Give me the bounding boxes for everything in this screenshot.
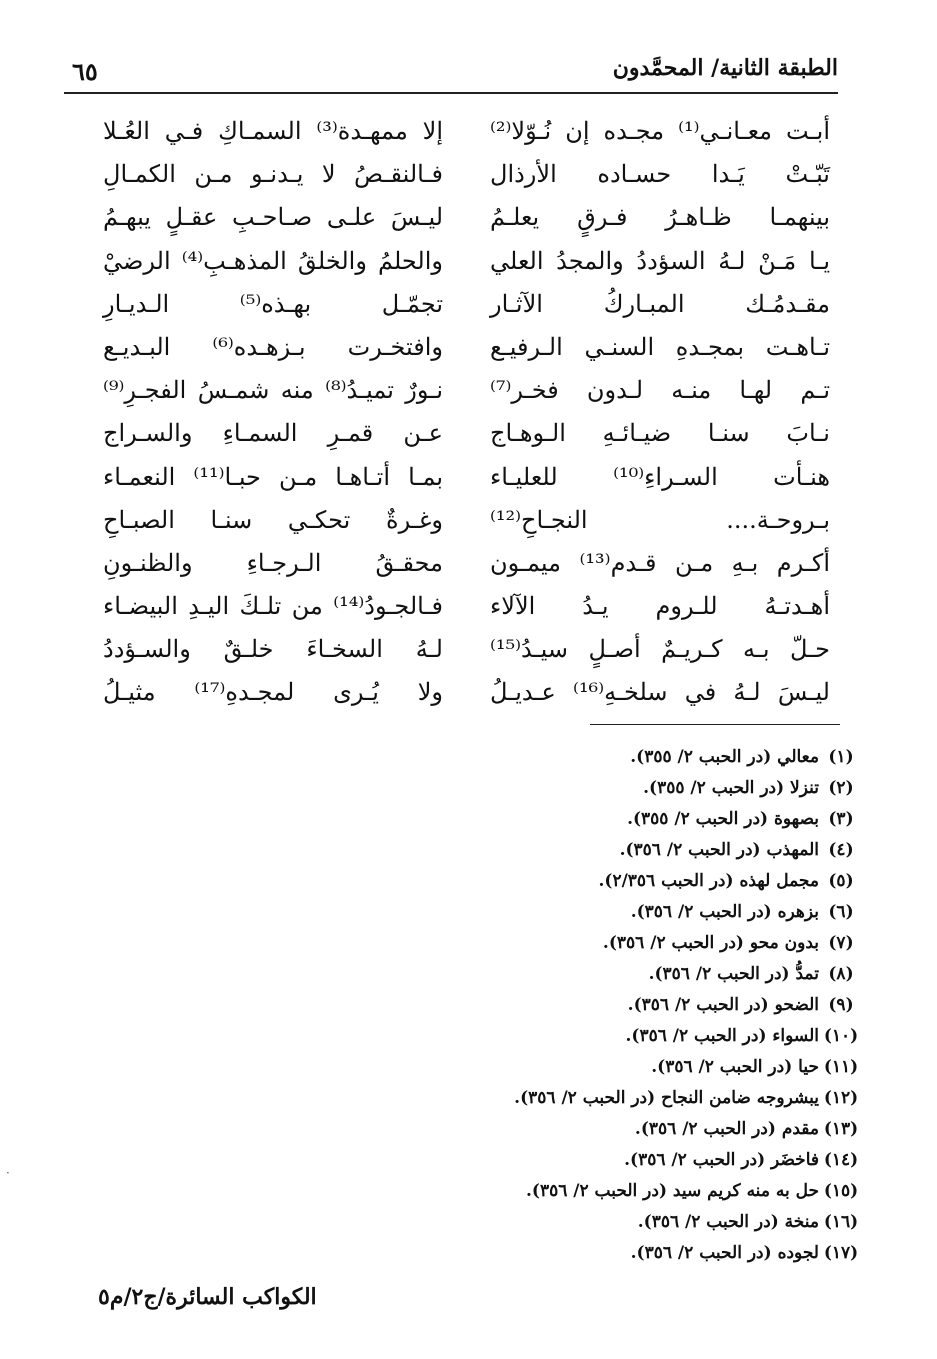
footnote-number: (٦)	[828, 902, 854, 922]
footnote	[443, 990, 863, 1021]
verse-text: تـاهـت بمجـدهِ السنـي الـرفيـع	[490, 332, 830, 361]
footnote-text: مقدم (در الحبب ٢/ ٣٥٦).	[634, 1119, 819, 1139]
verses-right-column	[490, 110, 830, 715]
verse-text: وافتخـرت بـزهـده⁽⁶⁾ البـديـع	[103, 332, 443, 361]
footnote	[443, 1207, 863, 1238]
verse-right	[490, 283, 830, 326]
footnote-number: (٣)	[828, 809, 854, 829]
scan-dot-mark: ·	[6, 1166, 10, 1180]
verses-left-column	[103, 110, 443, 715]
footnote-number: (١٧)	[823, 1243, 859, 1263]
footnote-text: مجمل لهذه (در الحبب ٢/٣٥٦).	[598, 871, 819, 891]
footnote-number: (١٦)	[823, 1212, 859, 1232]
footnote-number: (١١)	[823, 1057, 859, 1077]
verse-text: أبـت معـانـي⁽¹⁾ مجـده إن نُـوّلا⁽²⁾	[490, 117, 830, 145]
footnote	[443, 804, 863, 835]
verse-left	[103, 369, 443, 412]
verse-text: حـلّ بـه كـريـمٌ أصـلٍ سيـدُ⁽¹⁵⁾	[490, 635, 830, 664]
verse-left	[103, 326, 443, 369]
footnote	[443, 835, 863, 866]
verse-text: عـن قمـرِ السمـاءِ والسـراج	[103, 419, 443, 448]
verse-text: أهـدتـهُ للـروم يـدُ الآلاء	[490, 592, 830, 621]
verse-left	[103, 456, 443, 499]
verse-text: تَبّـتْ يَـدا حسـاده الأرذال	[490, 160, 830, 189]
verse-text: يـا مَـنْ لـهُ السؤددُ والمجدُ العلي	[490, 246, 830, 275]
verse-text: وغـرةٌ تحكـي سنـا الصبـاحِ	[103, 505, 443, 534]
printer-signature: الكواكب السائرة/ج٢/م٥	[98, 1284, 317, 1310]
footnote-text: بصهوة (در الحبب ٢/ ٣٥٥).	[627, 809, 819, 829]
verse-right	[490, 412, 830, 455]
footnote-text: السواء (در الحبب ٢/ ٣٥٦).	[625, 1026, 819, 1046]
footnotes-list	[443, 742, 863, 1269]
verse-left	[103, 110, 443, 153]
verse-right	[490, 671, 830, 714]
footnote-text: لجوده (در الحبب ٢/ ٣٥٦).	[630, 1243, 819, 1263]
verse-text: إلا ممهـدة⁽³⁾ السمـاكِ فـي العُـلا	[103, 117, 444, 145]
verse-text: تـم لهـا منـه لـدون فخـر⁽⁷⁾	[490, 376, 830, 405]
footnote-text: يبشروجه ضامن النجاح (در الحبب ٢/ ٣٥٦).	[514, 1088, 819, 1108]
verse-left	[103, 412, 443, 455]
verse-text: بمـا أتـاهـا مـن حبـا⁽¹¹⁾ النعمـاء	[103, 462, 444, 491]
verse-text: فـالنقـصُ لا يـدنـو مـن الكمـالِ	[103, 160, 443, 189]
footnote-rule	[590, 724, 840, 725]
footnote-number: (١٢)	[823, 1088, 859, 1108]
verse-right	[490, 153, 830, 196]
footnote	[443, 959, 863, 990]
footnote-text: تمدُّ (در الحبب ٢/ ٣٥٦).	[648, 964, 819, 984]
verse-right	[490, 499, 830, 542]
footnote-number: (١٣)	[823, 1119, 859, 1139]
footnote-number: (٢)	[828, 778, 854, 798]
verse-left	[103, 153, 443, 196]
verse-right	[490, 542, 830, 585]
footnote-text: حيا (در الحبب ٢/ ٣٥٦).	[651, 1057, 819, 1077]
verse-text: مقـدمُـك المبـاركُ الآثـار	[490, 289, 830, 318]
footnote-number: (١٤)	[823, 1150, 859, 1170]
footnote	[443, 1114, 863, 1145]
footnote	[443, 1145, 863, 1176]
footnote	[443, 742, 863, 773]
verse-right	[490, 369, 830, 412]
footnote-text: تنزلا (در الحبب ٢/ ٣٥٥).	[643, 778, 819, 798]
verse-text: نـابَ سنـا ضيـائـهِ الـوهـاج	[490, 419, 830, 448]
verse-text: أكـرم بـهِ مـن قـدم⁽¹³⁾ ميمـون	[490, 548, 830, 577]
footnote	[443, 773, 863, 804]
footnote	[443, 897, 863, 928]
verse-text: ليـسَ علـى صـاحـبِ عقـلٍ يبهـمُ	[103, 203, 443, 232]
footnote	[443, 1176, 863, 1207]
verse-right	[490, 196, 830, 239]
verse-text: فـالجـودُ⁽¹⁴⁾ من تلـكَ اليـدِ البيضـاء	[103, 592, 443, 621]
verse-text: والحلمُ والخلقُ المذهـبِ⁽⁴⁾ الرضيْ	[103, 246, 443, 275]
verse-left	[103, 240, 443, 283]
footnote-number: (١)	[828, 747, 854, 767]
verse-text: بـروحـة.... النجـاحِ⁽¹²⁾	[490, 505, 830, 534]
footnote-number: (١٠)	[823, 1026, 859, 1046]
verse-right	[490, 628, 830, 671]
footnote-number: (٤)	[828, 840, 854, 860]
verse-text: تجمّـل بهـذه⁽⁵⁾ الـديـارِ	[103, 289, 443, 318]
footnote-text: منخة (در الحبب ٢/ ٣٥٦).	[637, 1212, 819, 1232]
verse-text: بينهمـا ظـاهـرُ فـرقٍ يعلـمُ	[490, 203, 830, 232]
verse-text: ليـسَ لـهُ في سلخـهِ⁽¹⁶⁾ عـديـلُ	[490, 678, 830, 707]
verse-right	[490, 326, 830, 369]
footnote	[443, 1083, 863, 1114]
footnote	[443, 928, 863, 959]
page-number: ٦٥	[72, 57, 98, 86]
verse-text: لـهُ السخـاءَ خلـقٌ والسـؤددُ	[103, 635, 443, 664]
footnote-text: معالي (در الحبب ٢/ ٣٥٥).	[630, 747, 819, 767]
verse-left	[103, 283, 443, 326]
header-rule	[64, 92, 838, 94]
footnote-number: (٥)	[828, 871, 854, 891]
verse-text: ولا يُـرى لمجـدهِ⁽¹⁷⁾ مثيـلُ	[103, 678, 443, 707]
verse-text: نـورٌ تميـدُ⁽⁸⁾ منه شمـسُ الفجـرِ⁽⁹⁾	[103, 376, 444, 405]
footnote-number: (٨)	[828, 964, 854, 984]
verse-right	[490, 585, 830, 628]
footnote-text: المهذب (در الحبب ٢/ ٣٥٦).	[619, 840, 819, 860]
verse-left	[103, 585, 443, 628]
footnote	[443, 866, 863, 897]
page-header	[62, 55, 838, 95]
verse-right	[490, 110, 830, 153]
verse-right	[490, 456, 830, 499]
verse-left	[103, 628, 443, 671]
verse-text: محقـقُ الـرجـاءِ والظنـونِ	[103, 548, 443, 577]
footnote-number: (٧)	[828, 933, 854, 953]
verse-text: هنـأت السـراءِ⁽¹⁰⁾ للعليـاء	[490, 462, 830, 491]
running-title: الطبقة الثانية/ المحمَّدون	[612, 55, 838, 81]
footnote-text: فاخضَر (در الحبب ٢/ ٣٥٦).	[624, 1150, 819, 1170]
verse-left	[103, 196, 443, 239]
footnote-number: (١٥)	[823, 1181, 859, 1201]
verse-left	[103, 671, 443, 714]
footnote-number: (٩)	[828, 995, 854, 1015]
footnote	[443, 1052, 863, 1083]
verse-left	[103, 499, 443, 542]
footnote-text: بزهره (در الحبب ٢/ ٣٥٦).	[630, 902, 819, 922]
footnote-text: بدون محو (در الحبب ٢/ ٣٥٦).	[602, 933, 819, 953]
verse-left	[103, 542, 443, 585]
footnote	[443, 1021, 863, 1052]
footnote-text: حل به منه كريم سيد (در الحبب ٢/ ٣٥٦).	[525, 1181, 819, 1201]
footnote-text: الضحو (در الحبب ٢/ ٣٥٦).	[627, 995, 819, 1015]
footnote	[443, 1238, 863, 1269]
verse-right	[490, 240, 830, 283]
